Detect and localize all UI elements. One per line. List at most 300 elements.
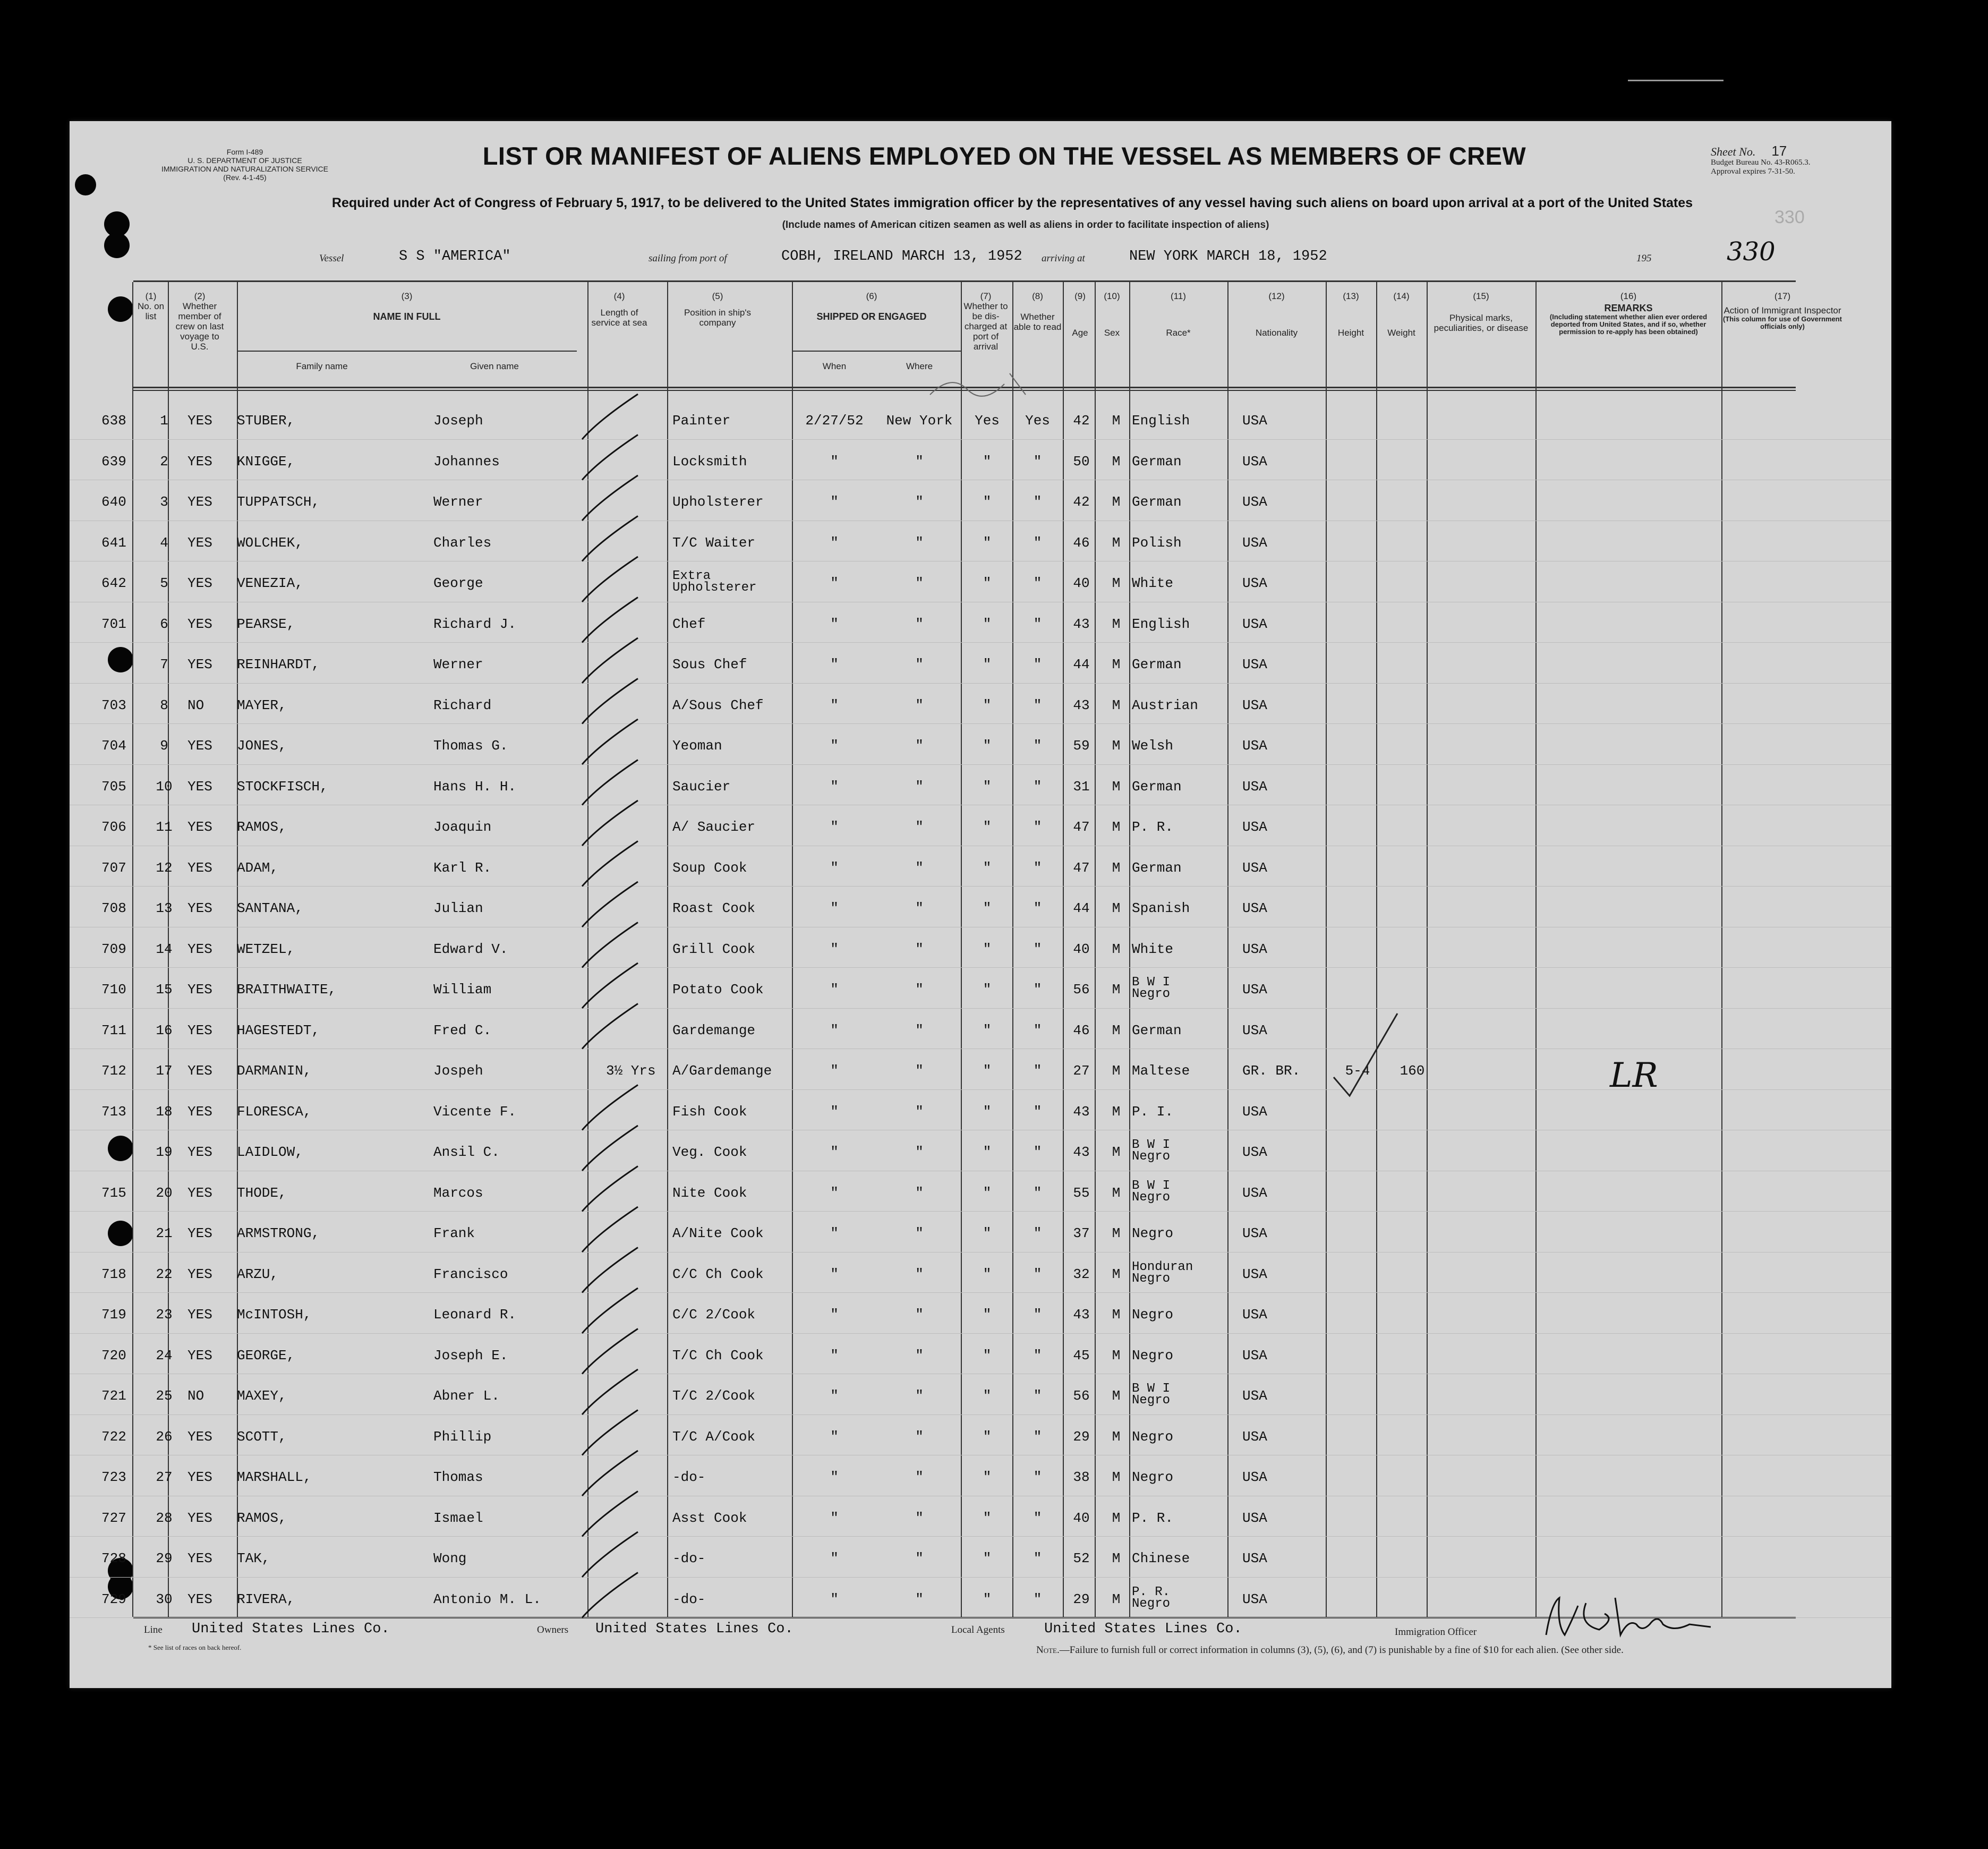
cell-sex: M (1112, 738, 1121, 754)
cell-given: Francisco (433, 1266, 508, 1282)
cell-where: " (915, 900, 924, 916)
cell-disch: " (983, 494, 992, 510)
cell-age: 27 (1073, 1063, 1090, 1079)
cell-crew: YES (187, 534, 212, 551)
cell-sex: M (1112, 1307, 1121, 1323)
cell-nat: USA (1242, 1307, 1267, 1323)
cell-ref: 712 (101, 1063, 126, 1079)
cell-race: B W I Negro (1132, 1138, 1171, 1164)
cell-position: Yeoman (672, 738, 722, 754)
cell-age: 40 (1073, 941, 1090, 957)
sailing-port: COBH, IRELAND MARCH 13, 1952 (781, 249, 1022, 265)
cell-sex: M (1112, 819, 1121, 835)
cell-age: 56 (1073, 1388, 1090, 1404)
cell-race: Negro (1132, 1225, 1174, 1241)
cell-sex: M (1112, 1591, 1121, 1607)
cell-crew: YES (187, 1307, 212, 1323)
line-label: Line (144, 1624, 163, 1635)
cell-crew: YES (187, 1022, 212, 1038)
cell-race: White (1132, 941, 1174, 957)
cell-no: 13 (156, 900, 173, 916)
cell-no: 8 (160, 697, 168, 713)
cell-where: " (915, 819, 924, 835)
cell-disch: " (983, 1307, 992, 1323)
service: IMMIGRATION AND NATURALIZATION SERVICE (161, 165, 328, 173)
cell-race: English (1132, 616, 1190, 632)
cell-crew: YES (187, 900, 212, 916)
check-slash (582, 1248, 638, 1293)
cell-sex: M (1112, 1022, 1121, 1038)
check-slash (582, 1410, 638, 1455)
cell-no: 22 (156, 1266, 173, 1282)
approval-expiry: Approval expires 7-31-50. (1711, 167, 1795, 176)
cell-race: Spanish (1132, 900, 1190, 916)
cell-age: 46 (1073, 1022, 1090, 1038)
cell-ref: 704 (101, 738, 126, 754)
cell-disch: " (983, 575, 992, 591)
cell-family: JONES, (237, 738, 287, 754)
cell-given: Thomas (433, 1469, 483, 1485)
cell-family: WOLCHEK, (237, 534, 303, 551)
owners-label: Owners (537, 1624, 569, 1635)
cell-race: Welsh (1132, 738, 1174, 754)
line-company: United States Lines Co. (192, 1621, 390, 1637)
cell-crew: YES (187, 1063, 212, 1079)
cell-read: " (1033, 1428, 1042, 1445)
vessel-label: Vessel (319, 253, 344, 264)
cell-read: " (1033, 738, 1042, 754)
cell-family: REINHARDT, (237, 657, 320, 672)
cell-age: 40 (1073, 1510, 1090, 1526)
cell-nat: USA (1242, 1591, 1267, 1607)
cell-read: " (1033, 1103, 1042, 1120)
cell-no: 3 (160, 494, 168, 510)
cell-crew: YES (187, 575, 212, 591)
cell-ref: 720 (101, 1347, 126, 1364)
cell-no: 27 (156, 1469, 173, 1485)
cell-family: THODE, (237, 1185, 287, 1201)
cell-nat: USA (1242, 1388, 1267, 1404)
cell-nat: USA (1242, 1550, 1267, 1566)
col-1-header: (1) No. on list (137, 291, 165, 321)
cell-age: 52 (1073, 1550, 1090, 1566)
cell-when: " (830, 575, 839, 591)
cell-read: " (1033, 1307, 1042, 1323)
check-slash (582, 1166, 638, 1212)
cell-position: Nite Cook (672, 1185, 747, 1201)
cell-position: -do- (672, 1591, 706, 1607)
cell-disch: " (983, 982, 992, 998)
col-10-header: (10) Sex (1104, 291, 1120, 338)
col-12-header: (12) Nationality (1255, 291, 1298, 338)
cell-no: 29 (156, 1550, 173, 1566)
cell-read: " (1033, 1388, 1042, 1404)
cell-where: " (915, 616, 924, 632)
cell-where: " (915, 1307, 924, 1323)
cell-race: German (1132, 1022, 1182, 1038)
cell-family: DARMANIN, (237, 1063, 312, 1079)
cell-no: 24 (156, 1347, 173, 1364)
cell-age: 50 (1073, 453, 1090, 470)
cell-no: 5 (160, 575, 168, 591)
cell-position: T/C 2/Cook (672, 1388, 756, 1404)
cell-read: " (1033, 1185, 1042, 1201)
cell-nat: USA (1242, 941, 1267, 957)
cell-ref: 709 (101, 941, 126, 957)
cell-age: 43 (1073, 1103, 1090, 1120)
cell-when: " (830, 494, 839, 510)
cell-position: Grill Cook (672, 941, 756, 957)
cell-where: " (915, 453, 924, 470)
cell-position: Potato Cook (672, 982, 764, 998)
cell-where: New York (886, 413, 953, 429)
cell-family: McINTOSH, (237, 1307, 312, 1323)
agents-company: United States Lines Co. (1044, 1621, 1242, 1637)
cell-where: " (915, 657, 924, 672)
cell-given: William (433, 982, 492, 998)
cell-ref: 641 (101, 534, 126, 551)
cell-family: ARZU, (237, 1266, 279, 1282)
cell-read: " (1033, 819, 1042, 835)
cell-where: " (915, 1103, 924, 1120)
cell-where: " (915, 697, 924, 713)
cell-sex: M (1112, 575, 1121, 591)
cell-crew: YES (187, 941, 212, 957)
cell-race: B W I Negro (1132, 1382, 1171, 1408)
faint-stamp: 330 (1774, 207, 1805, 227)
cell-age: 47 (1073, 859, 1090, 876)
cell-position: Saucier (672, 778, 731, 795)
cell-disch: " (983, 534, 992, 551)
cell-crew: YES (187, 453, 212, 470)
cell-where: " (915, 1591, 924, 1607)
cell-when: " (830, 1510, 839, 1526)
cell-nat: GR. BR. (1242, 1063, 1301, 1079)
cell-disch: " (983, 778, 992, 795)
check-slash (582, 638, 638, 683)
col-7-header: (7) Whether to be dis-charged at port of arrival (963, 291, 1008, 352)
cell-age: 43 (1073, 616, 1090, 632)
cell-crew: YES (187, 1347, 212, 1364)
cell-given: Ismael (433, 1510, 483, 1526)
cell-no: 20 (156, 1185, 173, 1201)
cell-ref: 707 (101, 859, 126, 876)
cell-sex: M (1112, 657, 1121, 672)
cell-given: George (433, 575, 483, 591)
cell-family: WETZEL, (237, 941, 295, 957)
cell-read: " (1033, 697, 1042, 713)
budget-bureau: Budget Bureau No. 43-R065.3. (1711, 158, 1811, 167)
cell-position: Upholsterer (672, 494, 764, 510)
check-slash (582, 679, 638, 724)
cell-when: " (830, 1185, 839, 1201)
check-slash (582, 516, 638, 561)
cell-race: Chinese (1132, 1550, 1190, 1566)
cell-family: SCOTT, (237, 1428, 287, 1445)
cell-family: MAXEY, (237, 1388, 287, 1404)
cell-race: German (1132, 494, 1182, 510)
cell-when: " (830, 616, 839, 632)
cell-disch: " (983, 1144, 992, 1160)
cell-disch: " (983, 453, 992, 470)
cell-age: 32 (1073, 1266, 1090, 1282)
check-slash (582, 598, 638, 643)
cell-family: BRAITHWAITE, (237, 982, 337, 998)
check-slash (582, 1369, 638, 1415)
cell-sex: M (1112, 1510, 1121, 1526)
cell-read: " (1033, 1144, 1042, 1160)
owners-company: United States Lines Co. (595, 1621, 794, 1637)
check-slash (582, 1532, 638, 1577)
cell-when: " (830, 1225, 839, 1241)
cell-position: Soup Cook (672, 859, 747, 876)
cell-race: Polish (1132, 534, 1182, 551)
cell-no: 30 (156, 1591, 173, 1607)
cell-nat: USA (1242, 1510, 1267, 1526)
check-slash (582, 1329, 638, 1374)
cell-nat: USA (1242, 819, 1267, 835)
cell-crew: YES (187, 859, 212, 876)
cell-read: " (1033, 1063, 1042, 1079)
cell-given: Richard J. (433, 616, 517, 632)
cell-age: 47 (1073, 819, 1090, 835)
cell-nat: USA (1242, 900, 1267, 916)
cell-ref: 705 (101, 778, 126, 795)
cell-when: " (830, 1063, 839, 1079)
cell-read: " (1033, 1510, 1042, 1526)
cell-sex: M (1112, 534, 1121, 551)
cell-family: STOCKFISCH, (237, 778, 328, 795)
check-slash (582, 557, 638, 602)
cell-given: Frank (433, 1225, 475, 1241)
cell-crew: YES (187, 1550, 212, 1566)
cell-crew: YES (187, 494, 212, 510)
cell-race: German (1132, 453, 1182, 470)
cell-no: 16 (156, 1022, 173, 1038)
cell-when: " (830, 1388, 839, 1404)
cell-service: 3½ Yrs (606, 1063, 656, 1079)
cell-sex: M (1112, 616, 1121, 632)
cell-where: " (915, 1144, 924, 1160)
cell-race: Negro (1132, 1307, 1174, 1323)
cell-when: " (830, 1103, 839, 1120)
cell-family: HAGESTEDT, (237, 1022, 320, 1038)
cell-crew: YES (187, 413, 212, 429)
cell-disch: " (983, 1510, 992, 1526)
cell-nat: USA (1242, 738, 1267, 754)
cell-given: Karl R. (433, 859, 492, 876)
remarks-initials: LR (1610, 1056, 1658, 1095)
cell-disch: " (983, 1347, 992, 1364)
cell-crew: YES (187, 1144, 212, 1160)
col-8-header: (8) Whether able to read (1013, 291, 1062, 332)
cell-nat: USA (1242, 1022, 1267, 1038)
cell-no: 17 (156, 1063, 173, 1079)
cell-race: White (1132, 575, 1174, 591)
cell-when: " (830, 1144, 839, 1160)
cell-age: 40 (1073, 575, 1090, 591)
cell-nat: USA (1242, 982, 1267, 998)
cell-read: " (1033, 1469, 1042, 1485)
cell-read: " (1033, 900, 1042, 916)
check-slash (582, 841, 638, 887)
cell-when: " (830, 1428, 839, 1445)
cell-race: P. R. (1132, 1510, 1174, 1526)
cell-family: PEARSE, (237, 616, 295, 632)
cell-no: 7 (160, 657, 168, 672)
check-slash (582, 1085, 638, 1130)
cell-when: " (830, 1347, 839, 1364)
col-3-header: (3) NAME IN FULL (373, 291, 441, 322)
cell-no: 1 (160, 413, 168, 429)
cell-race: Negro (1132, 1347, 1174, 1364)
col-9-header: (9) Age (1072, 291, 1088, 338)
cell-age: 55 (1073, 1185, 1090, 1201)
cell-where: " (915, 1428, 924, 1445)
check-slash (582, 475, 638, 521)
cell-no: 21 (156, 1225, 173, 1241)
check-slash (582, 394, 638, 439)
cell-age: 42 (1073, 413, 1090, 429)
cell-given: Werner (433, 657, 483, 672)
cell-age: 38 (1073, 1469, 1090, 1485)
cell-ref: 727 (101, 1510, 126, 1526)
cell-sex: M (1112, 1469, 1121, 1485)
sheet-number-label: Sheet No. (1711, 145, 1756, 158)
cell-ref: 715 (101, 1185, 126, 1201)
cell-when: " (830, 1591, 839, 1607)
cell-no: 4 (160, 534, 168, 551)
agents-label: Local Agents (951, 1624, 1005, 1635)
fine-note: Note.—Failure to furnish full or correct information in columns (3), (5), (6), and (7) is punishable by a fine of $10 for each alien. (See other side. (1036, 1644, 1624, 1656)
cell-nat: USA (1242, 616, 1267, 632)
cell-family: ARMSTRONG, (237, 1225, 320, 1241)
cell-ref: 729 (101, 1591, 126, 1607)
col-11-header: (11) Race* (1166, 291, 1191, 338)
check-slash (582, 882, 638, 927)
cell-crew: YES (187, 1266, 212, 1282)
cell-weight: 160 (1400, 1063, 1425, 1079)
cell-disch: " (983, 738, 992, 754)
cell-ref: 703 (101, 697, 126, 713)
cell-when: " (830, 900, 839, 916)
check-slash (582, 760, 638, 805)
cell-sex: M (1112, 941, 1121, 957)
cell-when: " (830, 1550, 839, 1566)
cell-position: Fish Cook (672, 1103, 747, 1120)
cell-race: Negro (1132, 1469, 1174, 1485)
cell-disch: " (983, 1225, 992, 1241)
cell-when: " (830, 1469, 839, 1485)
cell-crew: YES (187, 1591, 212, 1607)
cell-read: " (1033, 1550, 1042, 1566)
cell-given: Thomas G. (433, 738, 508, 754)
cell-when: " (830, 738, 839, 754)
cell-disch: " (983, 1428, 992, 1445)
cell-position: -do- (672, 1469, 706, 1485)
col-6-header: (6) SHIPPED OR ENGAGED (816, 291, 927, 322)
cell-when: " (830, 1307, 839, 1323)
handwritten-number: 330 (1727, 237, 1776, 267)
cell-when: " (830, 697, 839, 713)
cell-crew: YES (187, 1469, 212, 1485)
cell-sex: M (1112, 1185, 1121, 1201)
check-slash (582, 1573, 638, 1618)
check-slash (582, 1126, 638, 1171)
cell-sex: M (1112, 453, 1121, 470)
cell-where: " (915, 1063, 924, 1079)
cell-race: P. I. (1132, 1103, 1174, 1120)
cell-where: " (915, 1347, 924, 1364)
cell-disch: Yes (975, 413, 1000, 429)
cell-sex: M (1112, 1144, 1121, 1160)
cell-when: " (830, 657, 839, 672)
cell-age: 44 (1073, 657, 1090, 672)
cell-where: " (915, 1510, 924, 1526)
given-name-header: Given name (470, 361, 519, 371)
cell-family: MAYER, (237, 697, 287, 713)
cell-given: Johannes (433, 453, 500, 470)
cell-sex: M (1112, 859, 1121, 876)
cell-race: Austrian (1132, 697, 1198, 713)
cell-crew: YES (187, 1225, 212, 1241)
cell-position: Painter (672, 413, 731, 429)
cell-age: 43 (1073, 1307, 1090, 1323)
cell-disch: " (983, 1063, 992, 1079)
cell-height: 5-4 (1345, 1063, 1370, 1079)
sailing-label: sailing from port of (649, 253, 727, 264)
cell-given: Fred C. (433, 1022, 492, 1038)
cell-sex: M (1112, 697, 1121, 713)
cell-crew: YES (187, 778, 212, 795)
cell-read: " (1033, 1591, 1042, 1607)
cell-ref: 701 (101, 616, 126, 632)
cell-disch: " (983, 1550, 992, 1566)
cell-ref: 638 (101, 413, 126, 429)
check-slash (582, 1004, 638, 1049)
cell-when: 2/27/52 (805, 413, 864, 429)
cell-crew: NO (187, 1388, 204, 1404)
cell-read: Yes (1025, 413, 1050, 429)
cell-sex: M (1112, 982, 1121, 998)
year-label: 195 (1636, 253, 1652, 264)
cell-disch: " (983, 1022, 992, 1038)
cell-position: Sous Chef (672, 657, 747, 672)
cell-position: Extra Upholsterer (672, 569, 757, 595)
cell-where: " (915, 1225, 924, 1241)
form-number: Form I-489 (226, 148, 263, 156)
cell-position: T/C Ch Cook (672, 1347, 764, 1364)
cell-crew: YES (187, 819, 212, 835)
cell-race: Negro (1132, 1428, 1174, 1445)
cell-sex: M (1112, 900, 1121, 916)
cell-position: A/Nite Cook (672, 1225, 764, 1241)
page-title: LIST OR MANIFEST OF ALIENS EMPLOYED ON THE VESSEL AS MEMBERS OF CREW (482, 142, 1526, 170)
cell-ref: 723 (101, 1469, 126, 1485)
cell-given: Marcos (433, 1185, 483, 1201)
cell-nat: USA (1242, 1347, 1267, 1364)
cell-read: " (1033, 494, 1042, 510)
cell-position: Gardemange (672, 1022, 756, 1038)
cell-no: 26 (156, 1428, 173, 1445)
cell-age: 59 (1073, 738, 1090, 754)
cell-where: " (915, 1185, 924, 1201)
cell-nat: USA (1242, 534, 1267, 551)
cell-ref: 640 (101, 494, 126, 510)
cell-read: " (1033, 1347, 1042, 1364)
cell-nat: USA (1242, 657, 1267, 672)
cell-sex: M (1112, 1266, 1121, 1282)
